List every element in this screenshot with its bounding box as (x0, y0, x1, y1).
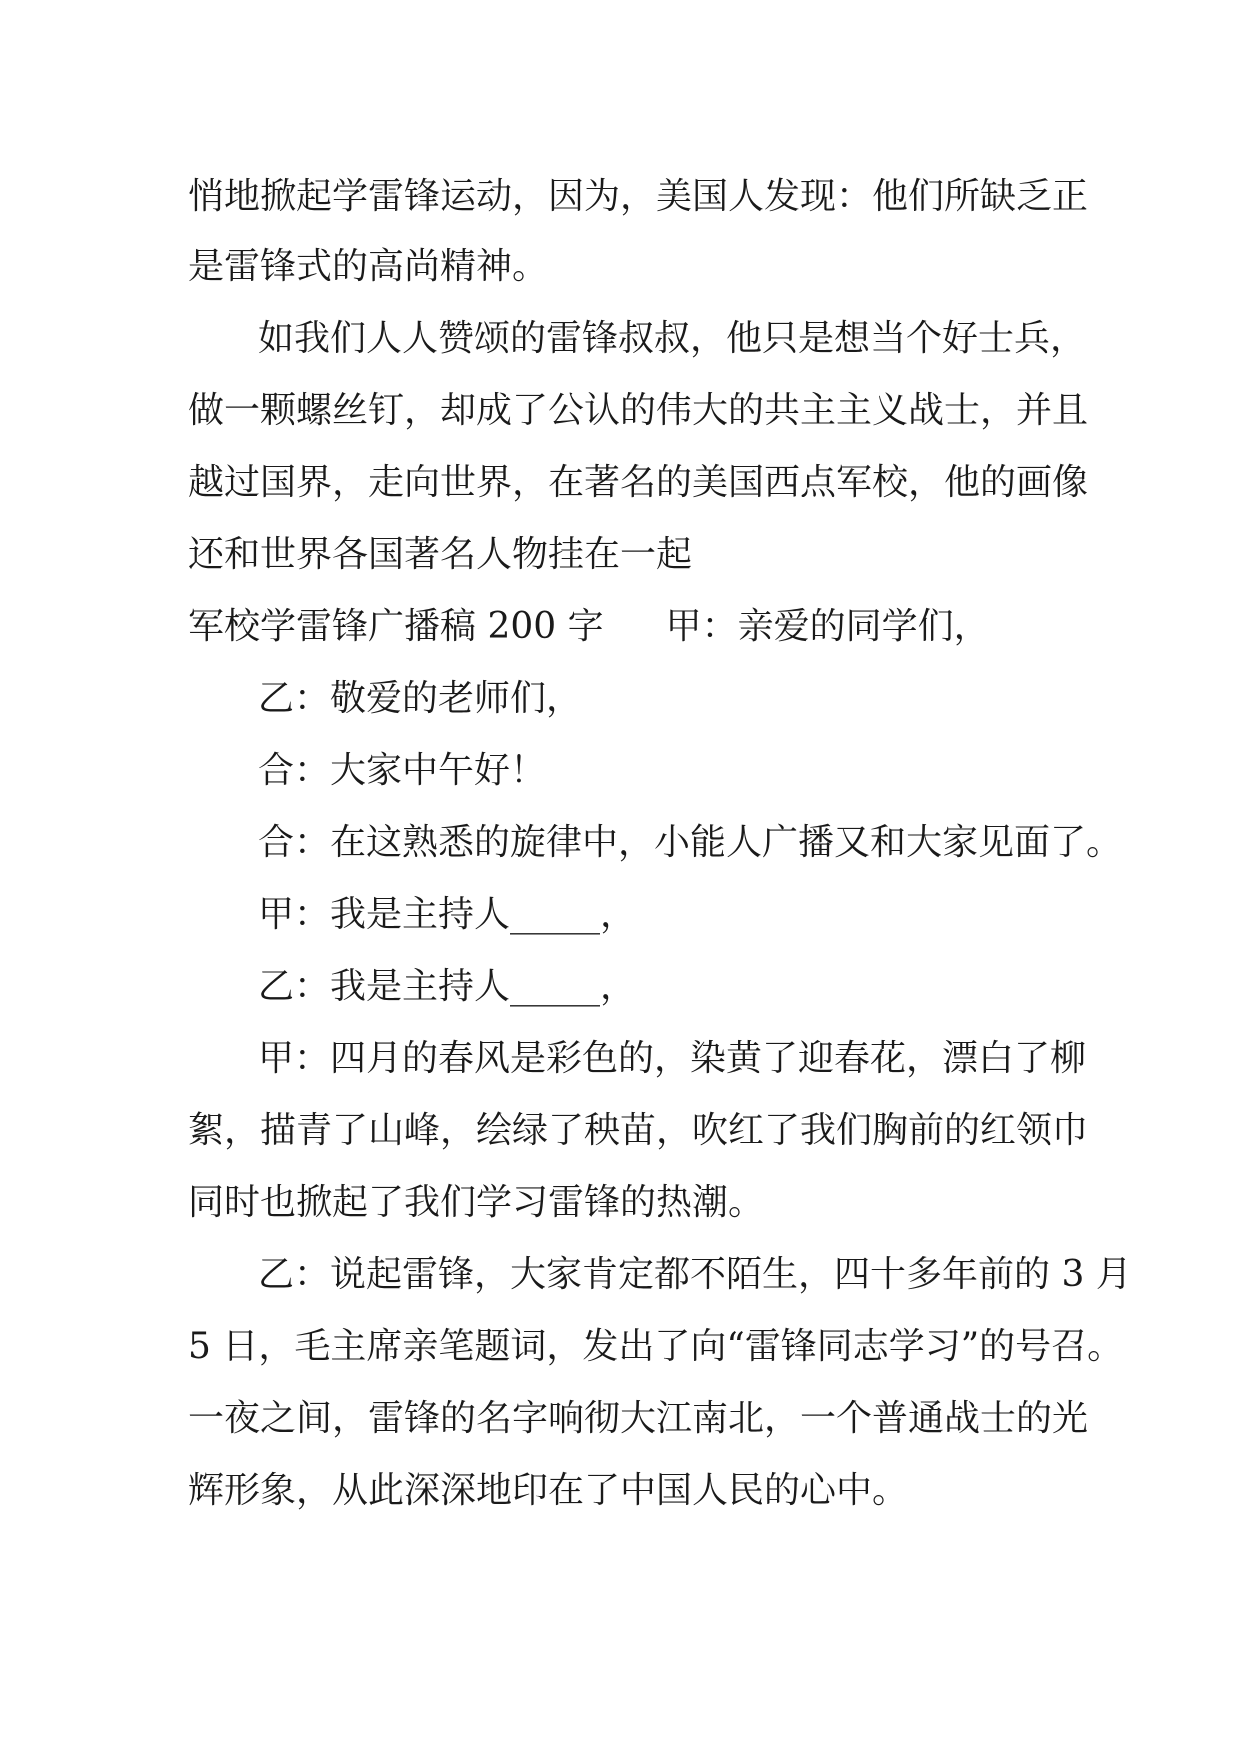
dialogue-line: 合：在这熟悉的旋律中，小能人广播又和大家见面了。 (258, 822, 1123, 863)
dialogue-line: 乙：我是主持人_____， (258, 966, 637, 1007)
paragraph-line: 一夜之间，雷锋的名字响彻大江南北，一个普通战士的光 (188, 1398, 1089, 1439)
paragraph-line: 做一颗螺丝钉，却成了公认的伟大的共主主义战士，并且 (188, 390, 1089, 431)
paragraph-line: 辉形象，从此深深地印在了中国人民的心中。 (188, 1470, 909, 1511)
paragraph-line: 5 日，毛主席亲笔题词，发出了向“雷锋同志学习”的号召。 (188, 1326, 1124, 1367)
greeting: 甲：亲爱的同学们， (665, 606, 990, 647)
paragraph-line: 同时也掀起了我们学习雷锋的热潮。 (188, 1182, 765, 1223)
paragraph-line: 是雷锋式的高尚精神。 (188, 246, 549, 287)
dialogue-line: 乙：敬爱的老师们， (258, 678, 583, 719)
paragraph-line: 絮，描青了山峰，绘绿了秧苗，吹红了我们胸前的红领巾 (188, 1110, 1089, 1151)
dialogue-line: 甲：四月的春风是彩色的，染黄了迎春花，漂白了柳 (258, 1038, 1087, 1079)
dialogue-line: 甲：我是主持人_____， (258, 894, 637, 935)
doc-title: 军校学雷锋广播稿 200 字 (188, 606, 604, 647)
title-line (188, 605, 990, 649)
dialogue-line: 乙：说起雷锋，大家肯定都不陌生，四十多年前的 3 月 (258, 1254, 1132, 1295)
paragraph-line: 还和世界各国著名人物挂在一起 (188, 534, 693, 575)
paragraph-line: 悄地掀起学雷锋运动，因为，美国人发现：他们所缺乏正 (188, 176, 1089, 217)
paragraph-line: 越过国界，走向世界，在著名的美国西点军校，他的画像 (188, 462, 1089, 503)
paragraph-line: 如我们人人赞颂的雷锋叔叔，他只是想当个好士兵， (258, 318, 1087, 359)
dialogue-line: 合：大家中午好！ (258, 750, 547, 791)
